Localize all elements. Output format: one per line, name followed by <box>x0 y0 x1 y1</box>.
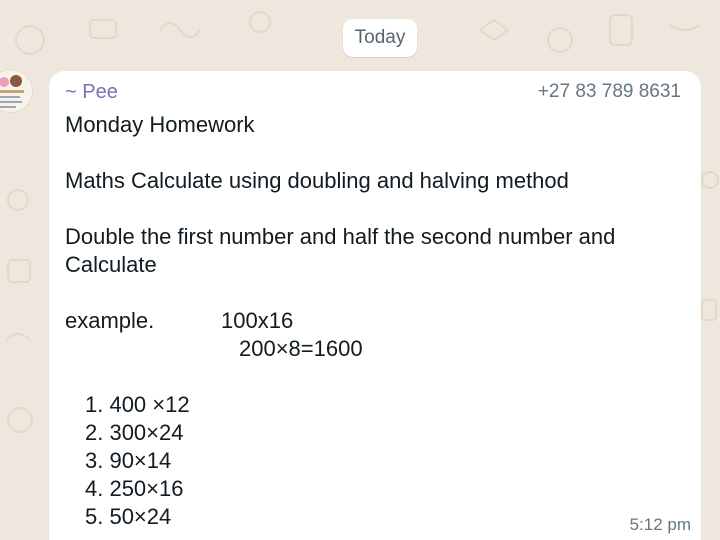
message-subject: Maths Calculate using doubling and halving method <box>65 168 569 193</box>
list-item: 5. 50×24 <box>85 504 172 529</box>
message-bubble[interactable] <box>49 71 701 540</box>
sender-name[interactable]: ~ Pee <box>65 81 118 103</box>
example-problem: 100x16 <box>221 308 294 333</box>
list-item: 2. 300×24 <box>85 420 184 445</box>
message-instruction-2: Calculate <box>65 252 157 277</box>
sender-phone[interactable]: +27 83 789 8631 <box>537 81 681 102</box>
example-label: example. <box>65 308 155 333</box>
date-chip: Today <box>343 19 417 57</box>
list-item: 4. 250×16 <box>85 476 184 501</box>
message-title: Monday Homework <box>65 112 255 137</box>
example-solution: 200×8=1600 <box>239 336 363 361</box>
message-instruction-1: Double the first number and half the second number and <box>65 224 616 249</box>
list-item: 1. 400 ×12 <box>85 392 190 417</box>
list-item: 3. 90×14 <box>85 448 172 473</box>
message-timestamp: 5:12 pm <box>629 515 691 534</box>
